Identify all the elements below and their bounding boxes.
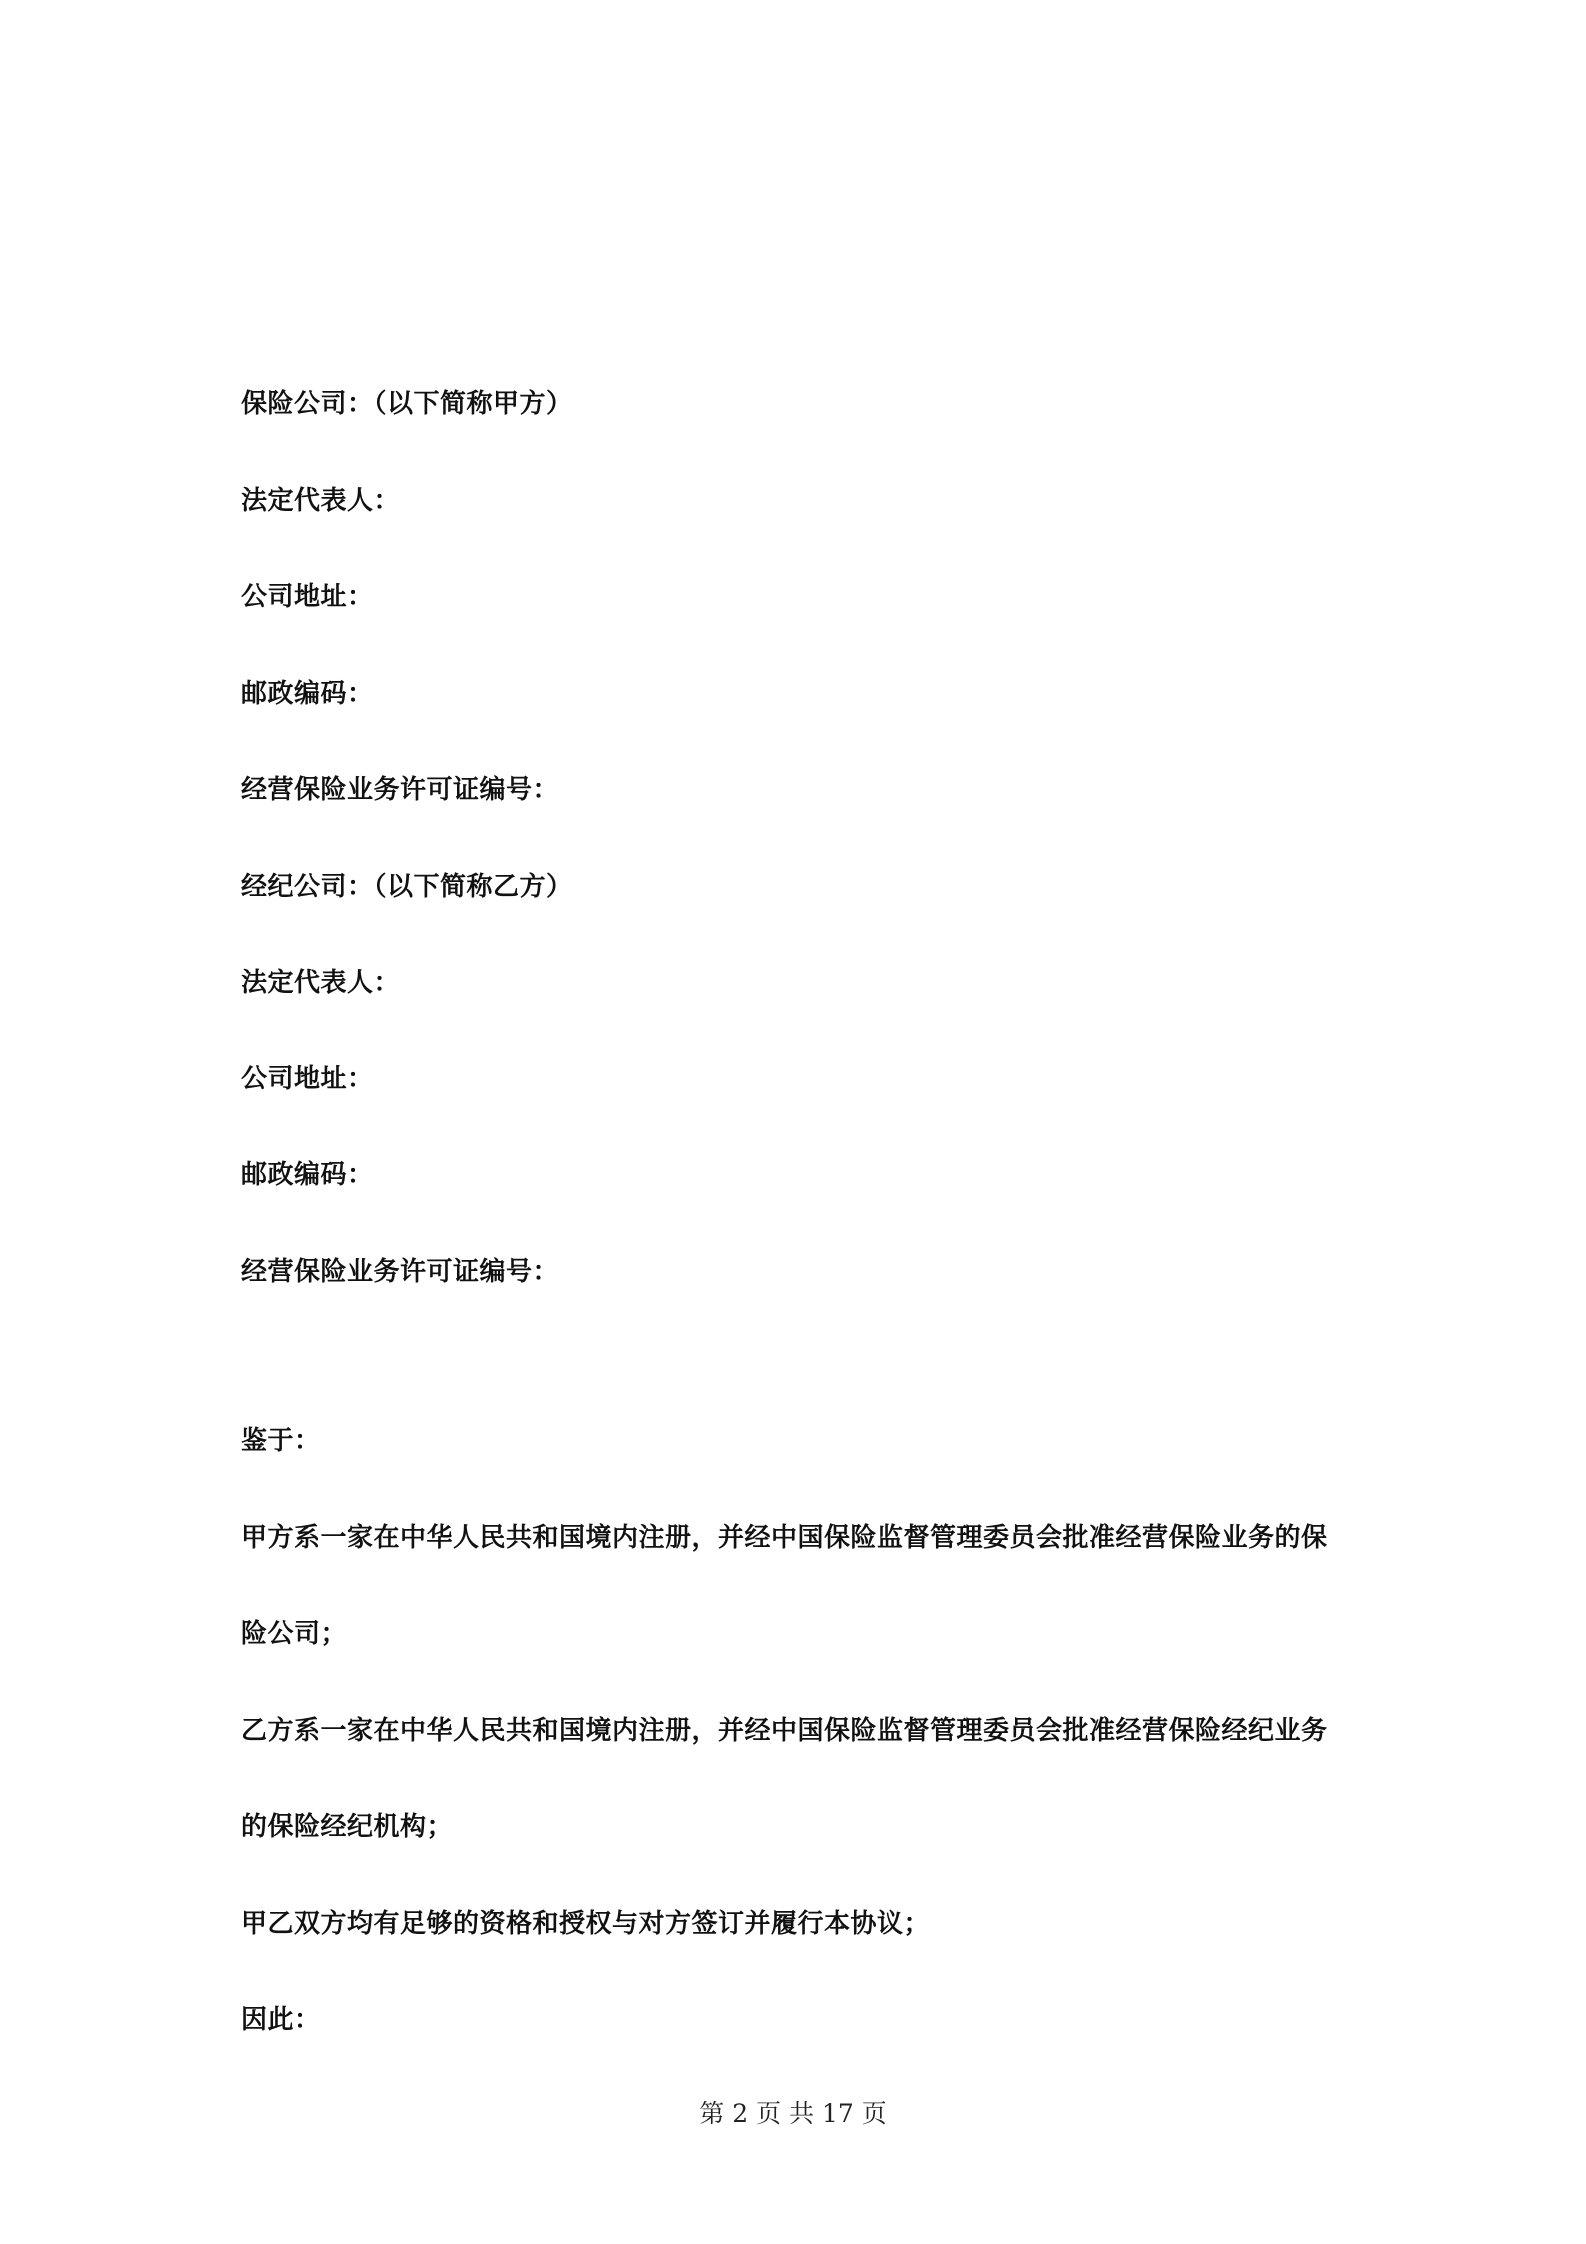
party-b-address-line: 公司地址： [241, 1064, 374, 1094]
therefore-line: 因此： [241, 2005, 321, 2035]
page-number-footer: 第 2 页 共 17 页 [699, 2099, 887, 2128]
recital-1-line-2: 险公司； [241, 1619, 348, 1649]
party-b-license-line: 经营保险业务许可证编号： [241, 1257, 560, 1287]
party-b-company-line: 经纪公司：（以下简称乙方） [241, 872, 573, 902]
recital-3-line: 甲乙双方均有足够的资格和授权与对方签订并履行本协议； [241, 1909, 931, 1939]
recitals-heading: 鉴于： [241, 1426, 321, 1456]
recital-2-line-2: 的保险经纪机构； [241, 1812, 454, 1842]
party-b-representative-line: 法定代表人： [241, 968, 401, 998]
party-a-address-line: 公司地址： [241, 582, 374, 612]
party-a-license-line: 经营保险业务许可证编号： [241, 775, 560, 805]
party-a-representative-line: 法定代表人： [241, 486, 401, 516]
party-a-postcode-line: 邮政编码： [241, 679, 374, 709]
party-a-company-line: 保险公司：（以下简称甲方） [241, 389, 573, 419]
recital-1-line-1: 甲方系一家在中华人民共和国境内注册，并经中国保险监督管理委员会批准经营保险业务的保 [241, 1523, 1328, 1553]
party-b-postcode-line: 邮政编码： [241, 1160, 374, 1190]
recital-2-line-1: 乙方系一家在中华人民共和国境内注册，并经中国保险监督管理委员会批准经营保险经纪业务 [241, 1716, 1328, 1746]
